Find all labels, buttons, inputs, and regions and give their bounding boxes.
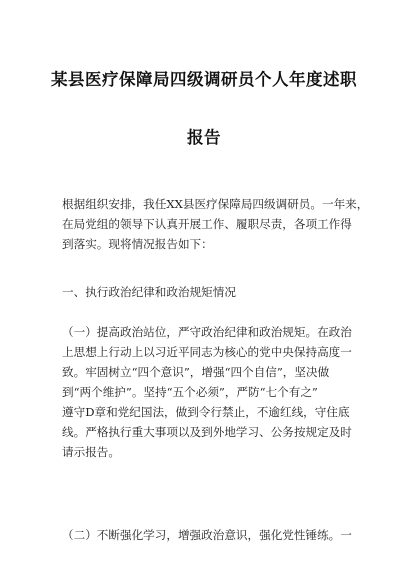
section-heading-1 — [62, 282, 362, 302]
section-heading-text: 一、执行政治纪律和政治规矩情况 — [62, 285, 236, 299]
paragraph-line: 上思想上行动上以习近平同志为核心的党中央保持高度一 — [62, 345, 352, 359]
document-title-line-2: 报告 — [187, 128, 221, 147]
paragraph-section-1-item-1 — [62, 322, 362, 462]
paragraph-line: 线。严格执行重大事项以及到外地学习、公务按规定及时 — [62, 425, 352, 439]
paragraph-section-1-item-2 — [62, 525, 362, 545]
paragraph-line: 到“两个维护”。坚持“五个必须”，严防“七个有之” — [62, 385, 318, 399]
paragraph-intro — [62, 194, 369, 254]
paragraph-line: 遵守D章和党纪国法，做到令行禁止，不逾红线，守住底 — [62, 405, 350, 419]
document-title-line-1: 某县医疗保障局四级调研员个人年度述职 — [51, 70, 357, 89]
paragraph-line: 根据组织安排，我任XX县医疗保障局四级调研员。一年来， — [62, 197, 369, 211]
paragraph-line: 在局党组的领导下认真开展工作、履职尽责，各项工作得 — [62, 217, 352, 231]
paragraph-line: 请示报告。 — [62, 445, 120, 459]
paragraph-line: 致。牢固树立“四个意识”，增强“四个自信”，坚决做 — [62, 365, 330, 379]
paragraph-line: （二）不断强化学习，增强政治意识，强化党性锤练。一 — [62, 528, 352, 542]
paragraph-line: （一）提高政治站位，严守政治纪律和政治规矩。在政治 — [62, 325, 352, 339]
paragraph-line: 到落实。现将情况报告如下： — [62, 237, 213, 251]
